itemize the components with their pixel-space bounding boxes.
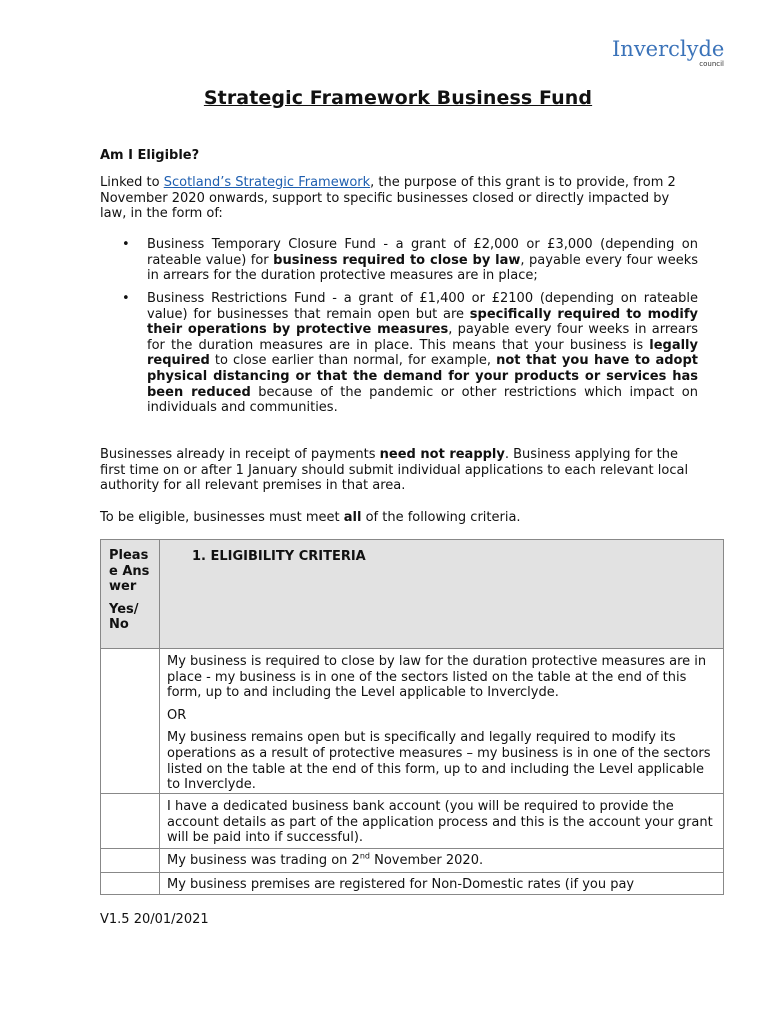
eligibility-table	[100, 539, 724, 895]
answer-cell[interactable]	[101, 794, 160, 849]
version-footer: V1.5 20/01/2021	[100, 912, 209, 927]
intro-pre: Linked to	[100, 175, 164, 190]
bullet-text: Business Temporary Closure Fund - a grant of £2,000 or £3,000 (depending on rateable value) for	[147, 237, 698, 268]
criteria-text: I have a dedicated business bank account (you will be required to provide the account details as part of the application process and this is the account your grant will be paid into if successful).	[167, 799, 713, 846]
answer-cell[interactable]	[101, 849, 160, 873]
criteria-header: 1. ELIGIBILITY CRITERIA	[192, 549, 366, 564]
table-row	[101, 849, 724, 873]
criteria-text: My business was trading on 2	[167, 853, 360, 868]
table-row	[101, 873, 724, 895]
already-text: . Business applying for the first time on or after 1 January should submit individual applications to each relevant local authority for all relevant premises in that area.	[100, 447, 689, 494]
council-logo	[612, 38, 724, 68]
page-title: Strategic Framework Business Fund	[203, 87, 593, 109]
criteria-cell	[160, 873, 724, 895]
already-bold: need not reapply	[379, 447, 505, 462]
criteria-header-cell	[160, 540, 724, 649]
answer-header	[101, 540, 159, 633]
criteria-text: To be eligible, businesses must meet	[100, 510, 344, 525]
logo-sub: council	[699, 60, 724, 68]
bullet-text: , payable every four weeks in arrears for the duration protective measures are in place;	[147, 252, 698, 284]
criteria-text: of the following criteria.	[361, 510, 521, 525]
bullet-text: to close earlier than normal, for example,	[209, 353, 497, 369]
ordinal-suffix: nd	[359, 851, 370, 861]
criteria-bold: all	[343, 510, 362, 525]
strategic-framework-link[interactable]: Scotland’s Strategic Framework	[163, 175, 371, 190]
answer-cell[interactable]	[101, 873, 160, 895]
table-row	[101, 794, 724, 849]
bullet-icon: •	[122, 237, 130, 252]
bullet-text: , payable every four weeks in arrears for the duration measures are in place. This means that your business is	[147, 322, 699, 353]
bullet-icon: •	[122, 291, 130, 306]
eligibility-heading: Am I Eligible?	[100, 148, 200, 163]
bullet-text: Business Restrictions Fund - a grant of £1,400 or £2100 (depending on rateable value) for businesses that remain open but are	[147, 291, 698, 322]
intro-paragraph	[100, 175, 698, 222]
criteria-text: My business remains open but is specifically and legally required to modify its operations as a result of protective measures – my business is in one of the sectors listed on the table at the end of this form, up to and including the Level applicable to Inverclyde.	[167, 730, 711, 793]
intro-post: , the purpose of this grant is to provide, from 2 November 2020 onwards, support to specific businesses closed or directly impacted by law, in the form of:	[100, 175, 676, 222]
criteria-or: OR	[167, 707, 187, 723]
answer-header-yesno: Yes/ No	[109, 601, 139, 633]
answer-header-cell	[101, 540, 160, 649]
bullet-bold: legally required	[147, 337, 698, 369]
criteria-cell	[160, 649, 724, 794]
bullet-bold: not that you have to adopt physical distancing or that the demand for your products or services has been reduced	[147, 353, 699, 400]
criteria-text: November 2020.	[370, 853, 484, 868]
criteria-intro	[100, 510, 698, 526]
bullet-text: because of the pandemic or other restrictions which impact on individuals and communities.	[147, 384, 698, 416]
criteria-cell	[160, 794, 724, 849]
criteria-cell	[160, 849, 724, 873]
table-row	[101, 649, 724, 794]
answer-header-label: Please Answer	[109, 548, 150, 595]
bullet-restrictions-fund	[100, 291, 698, 416]
bullet-closure-fund	[100, 237, 698, 284]
bullet-bold: business required to close by law	[273, 252, 521, 268]
already-text: Businesses already in receipt of payments	[100, 447, 380, 462]
logo-name: Inverclyde	[612, 37, 725, 61]
criteria-text: My business premises are registered for Non-Domestic rates (if you pay	[167, 877, 635, 892]
criteria-text: My business is required to close by law for the duration protective measures are in place - my business is in one of the sectors listed on the table at the end of this form, up to and including the Level applicable to Inverclyde.	[167, 654, 707, 701]
bullet-bold: specifically required to modify their operations by protective measures	[147, 306, 698, 338]
answer-cell[interactable]	[101, 649, 160, 794]
already-paragraph	[100, 447, 698, 494]
table-header-row	[101, 540, 724, 649]
